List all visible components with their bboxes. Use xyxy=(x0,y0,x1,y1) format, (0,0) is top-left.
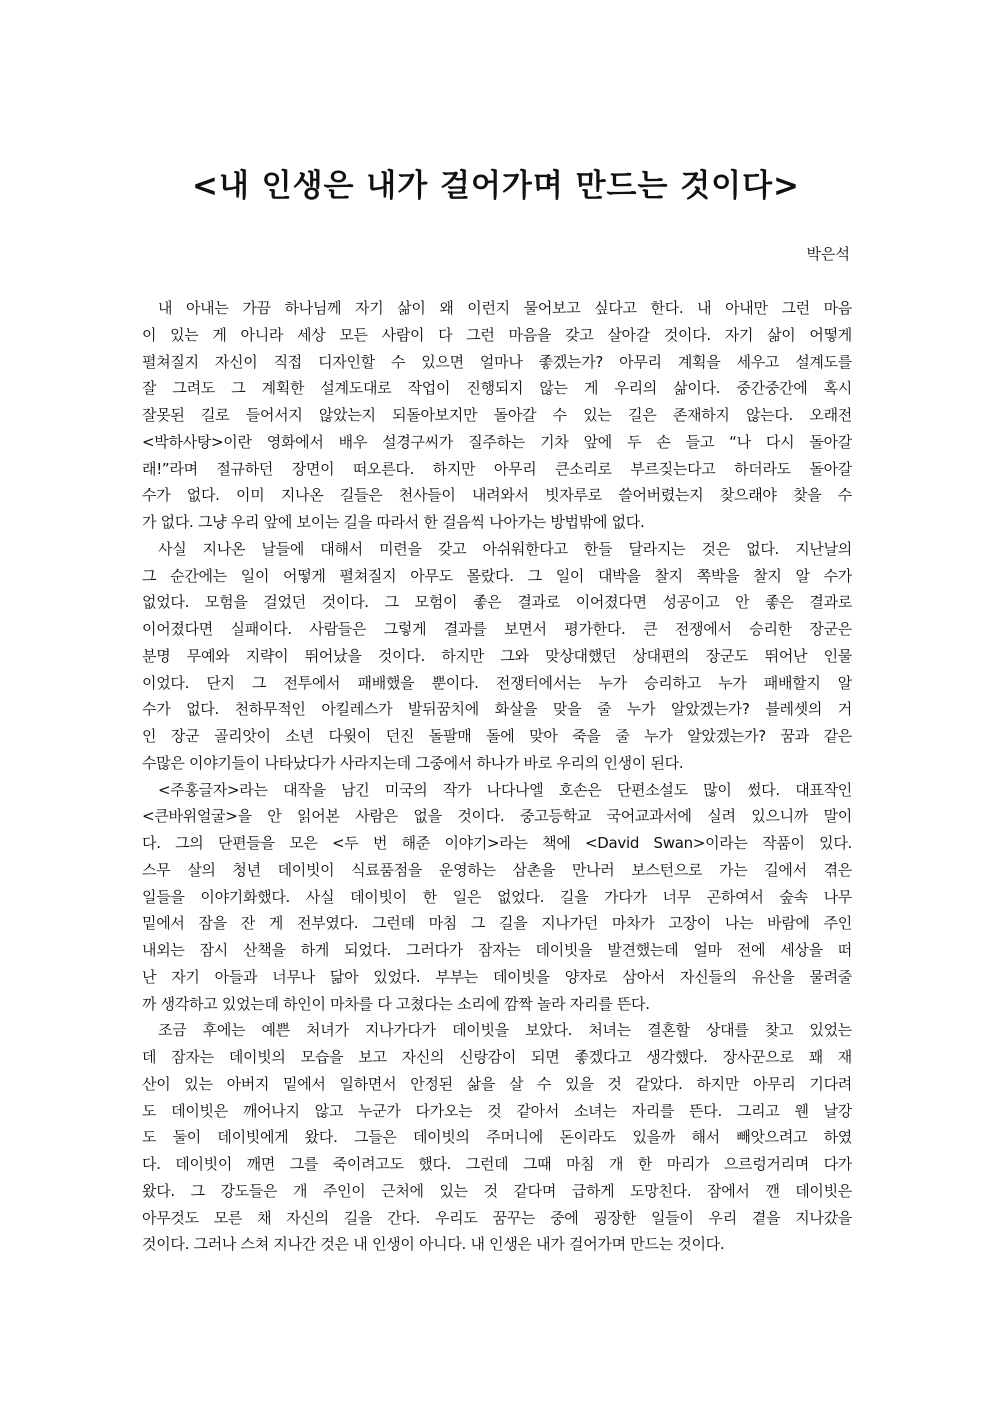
text-line: 이 있는 게 아니라 세상 모든 사람이 다 그런 마음을 갖고 살아갈 것이다. 자기 삶이 어떻게 xyxy=(142,325,852,344)
document-body xyxy=(142,295,852,1258)
text-line: <큰바위얼굴>을 안 읽어본 사람은 없을 것이다. 중고등학교 국어교과서에 실려 있으니까 말이 xyxy=(142,807,852,826)
text-line: 것이다. 그러나 스쳐 지나간 것은 내 인생이 아니다. 내 인생은 내가 걸어가며 만드는 것이다. xyxy=(142,1235,725,1254)
text-line: 내외는 잠시 산책을 하게 되었다. 그러다가 잠자는 데이빗을 발견했는데 얼마 전에 세상을 떠 xyxy=(142,941,852,959)
text-line: 왔다. 그 강도들은 개 주인이 근처에 있는 것 같다며 급하게 도망친다. 잠에서 깬 데이빗은 xyxy=(142,1181,852,1200)
text-line: 다. 데이빗이 깨면 그를 죽이려고도 했다. 그런데 그때 마침 개 한 마리가 으르렁거리며 다가 xyxy=(142,1155,852,1173)
text-line: 밑에서 잠을 잔 게 전부였다. 그런데 마침 그 길을 지나가던 마차가 고장이 나는 바람에 주인 xyxy=(142,914,852,933)
text-line: <박하사탕>이란 영화에서 배우 설경구씨가 질주하는 기차 앞에 두 손 들고 “나 다시 돌아갈 xyxy=(142,432,852,451)
text-line: 조금 후에는 예쁜 처녀가 지나가다가 데이빗을 보았다. 처녀는 결혼할 상대를 찾고 있었는 xyxy=(158,1021,852,1040)
text-line: 잘못된 길로 들어서지 않았는지 되돌아보지만 돌아갈 수 있는 길은 존재하지 않는다. 오래전 xyxy=(142,406,852,424)
text-line: 사실 지나온 날들에 대해서 미련을 갖고 아쉬워한다고 한들 달라지는 것은 없다. 지난날의 xyxy=(158,539,852,558)
text-line: 분명 무예와 지략이 뛰어났을 것이다. 하지만 그와 맞상대했던 상대편의 장군도 뛰어난 인물 xyxy=(142,646,852,665)
text-line: 수많은 이야기들이 나타났다가 사라지는데 그중에서 하나가 바로 우리의 인생이 된다. xyxy=(142,753,684,772)
document-title: <내 인생은 내가 걸어가며 만드는 것이다> xyxy=(191,168,801,204)
text-line: 다. 그의 단편들을 모은 <두 번 해준 이야기>라는 책에 <David Swan>이라는 작품이 있다. xyxy=(142,834,852,852)
text-line: 그 순간에는 일이 어떻게 펼쳐질지 아무도 몰랐다. 그 일이 대박을 찰지 쪽박을 찰지 알 수가 xyxy=(142,566,852,585)
text-line: 도 둘이 데이빗에게 왔다. 그들은 데이빗의 주머니에 돈이라도 있을까 해서 빼앗으려고 하였 xyxy=(142,1128,852,1147)
text-line: 아무것도 모른 채 자신의 길을 간다. 우리도 꿈꾸는 중에 굉장한 일들이 우리 곁을 지나갔을 xyxy=(142,1208,852,1227)
text-line: 도 데이빗은 깨어나지 않고 누군가 다가오는 것 같아서 소녀는 자리를 뜬다. 그리고 웬 날강 xyxy=(142,1101,852,1120)
text-line: 까 생각하고 있었는데 하인이 마차를 다 고쳤다는 소리에 깜짝 놀라 자리를 뜬다. xyxy=(142,994,650,1013)
text-line: 산이 있는 아버지 밑에서 일하면서 안정된 삶을 살 수 있을 것 같았다. 하지만 아무리 기다려 xyxy=(142,1074,852,1093)
text-line: <주홍글자>라는 대작을 남긴 미국의 작가 나다나엘 호손은 단편소설도 많이 썼다. 대표작인 xyxy=(158,780,852,799)
paragraph xyxy=(142,1017,852,1258)
paragraph xyxy=(142,777,852,1018)
text-line: 수가 없다. 이미 지나온 길들은 천사들이 내려와서 빗자루로 쓸어버렸는지 찾으래야 찾을 수 xyxy=(142,486,852,505)
text-line: 래!”라며 절규하던 장면이 떠오른다. 하지만 아무리 큰소리로 부르짖는다고 하더라도 돌아갈 xyxy=(142,459,852,478)
paragraph xyxy=(142,536,852,777)
text-line: 스무 살의 청년 데이빗이 식료품점을 운영하는 삼촌을 만나러 보스턴으로 가는 길에서 겪은 xyxy=(142,860,852,879)
text-line: 난 자기 아들과 너무나 닮아 있었다. 부부는 데이빗을 양자로 삼아서 자신들의 유산을 물려줄 xyxy=(142,967,852,986)
text-line: 일들을 이야기화했다. 사실 데이빗이 한 일은 없었다. 길을 가다가 너무 곤하여서 숲속 나무 xyxy=(142,887,852,906)
text-line: 내 아내는 가끔 하나님께 자기 삶이 왜 이런지 물어보고 싶다고 한다. 내 아내만 그런 마음 xyxy=(158,299,852,317)
author-name: 박은석 xyxy=(806,245,850,263)
text-line: 펼쳐질지 자신이 직접 디자인할 수 있으면 얼마나 좋겠는가? 아무리 계획을 세우고 설계도를 xyxy=(142,352,852,371)
text-line: 인 장군 골리앗이 소년 다윗이 던진 돌팔매 돌에 맞아 죽을 줄 누가 알았겠는가? 꿈과 같은 xyxy=(142,727,852,745)
text-line: 데 잠자는 데이빗의 모습을 보고 자신의 신랑감이 되면 좋겠다고 생각했다. 장사꾼으로 꽤 재 xyxy=(142,1048,852,1066)
paragraph xyxy=(142,295,852,536)
text-line: 수가 없다. 천하무적인 아킬레스가 발뒤꿈치에 화살을 맞을 줄 누가 알았겠는가? 블레셋의 거 xyxy=(142,700,852,719)
text-line: 잘 그려도 그 계획한 설계도대로 작업이 진행되지 않는 게 우리의 삶이다. 중간중간에 혹시 xyxy=(142,379,852,398)
text-line: 가 없다. 그냥 우리 앞에 보이는 길을 따라서 한 걸음씩 나아가는 방법밖에 없다. xyxy=(142,513,645,531)
text-line: 없었다. 모험을 걸었던 것이다. 그 모험이 좋은 결과로 이어졌다면 성공이고 안 좋은 결과로 xyxy=(142,593,852,612)
text-line: 이어졌다면 실패이다. 사람들은 그렇게 결과를 보면서 평가한다. 큰 전쟁에서 승리한 장군은 xyxy=(142,620,852,638)
text-line: 이었다. 단지 그 전투에서 패배했을 뿐이다. 전쟁터에서는 누가 승리하고 누가 패배할지 알 xyxy=(142,673,852,692)
